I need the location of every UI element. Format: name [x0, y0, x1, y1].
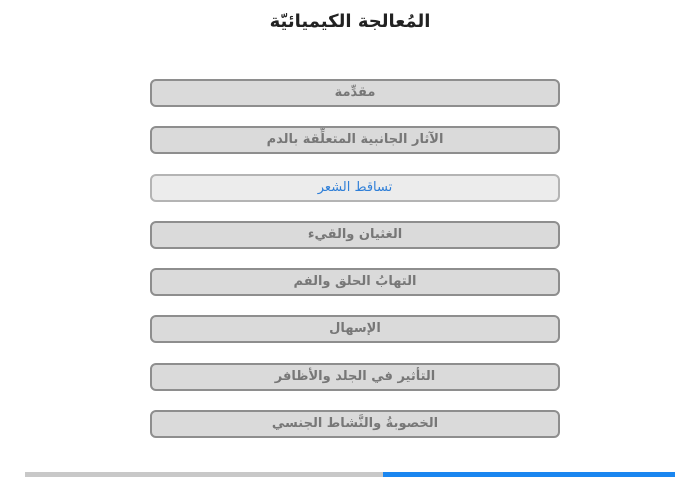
menu-item-diarrhea[interactable]: الإسهال	[150, 315, 560, 343]
menu-item-introduction[interactable]: مقدِّمة	[150, 79, 560, 107]
menu-item-hair-loss[interactable]: تساقط الشعر	[150, 174, 560, 202]
topic-menu	[150, 79, 560, 457]
menu-item-sore-mouth-throat[interactable]: التهابُ الحلق والفم	[150, 268, 560, 296]
progress-bar	[25, 472, 675, 477]
menu-item-nausea-vomiting[interactable]: الغثيان والقيء	[150, 221, 560, 249]
page-title: المُعالجة الكيميائيّة	[269, 11, 431, 32]
menu-item-skin-nails[interactable]: التأثير في الجلد والأظافر	[150, 363, 560, 391]
progress-bar-fill	[383, 472, 676, 477]
menu-item-blood-side-effects[interactable]: الآثار الجانبية المتعلِّقة بالدم	[150, 126, 560, 154]
menu-item-fertility-sexuality[interactable]: الخصوبةُ والنَّشاط الجنسي	[150, 410, 560, 438]
